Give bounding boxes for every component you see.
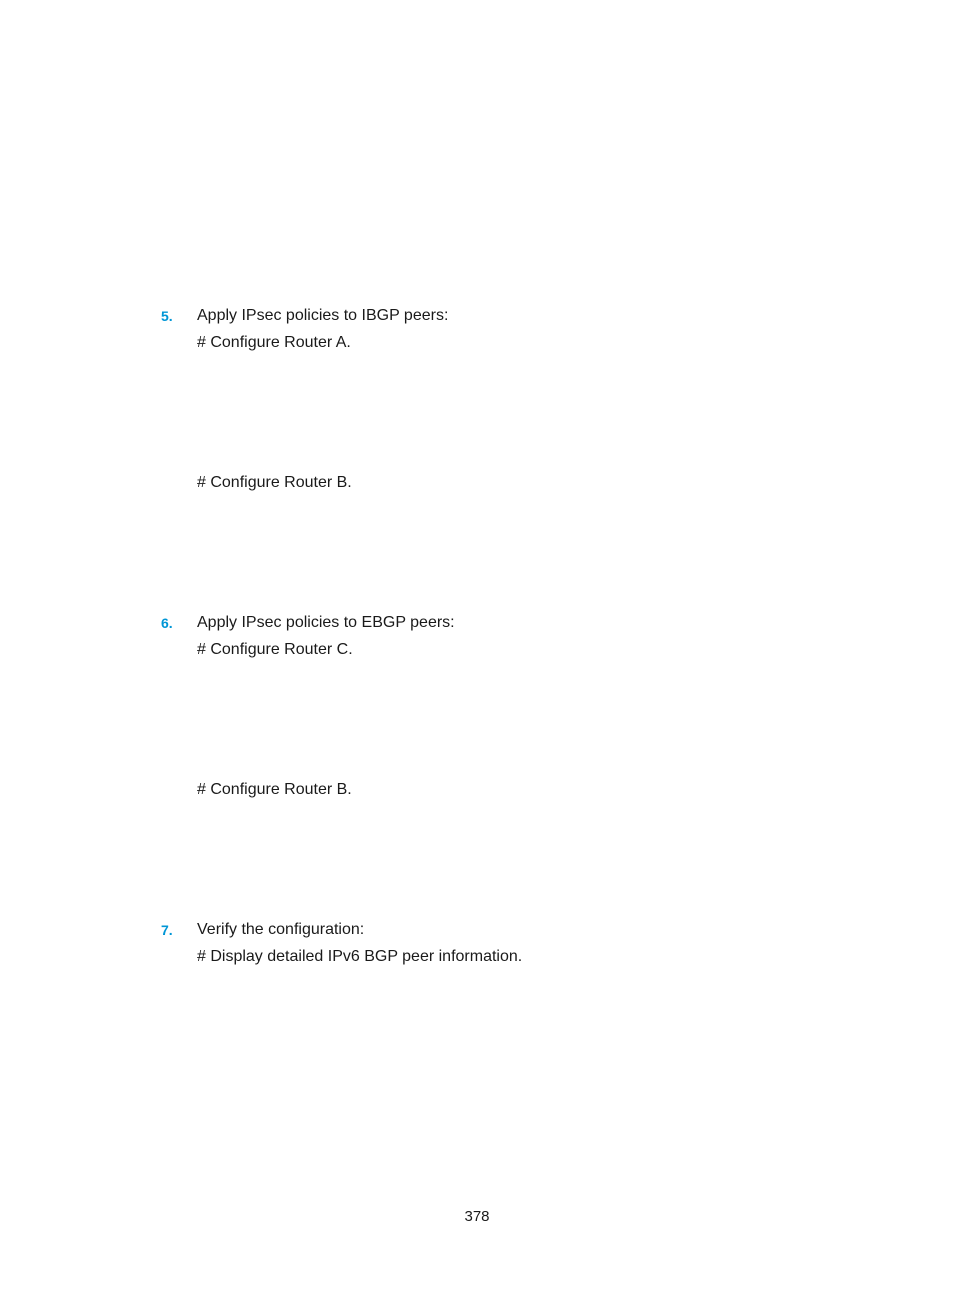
step-subtext: # Configure Router C. [197, 641, 353, 658]
page-number: 378 [464, 1208, 490, 1225]
step-number: 5. [161, 308, 173, 324]
step-text: Apply IPsec policies to EBGP peers: [197, 614, 455, 631]
step-subtext: # Display detailed IPv6 BGP peer information. [197, 948, 523, 965]
step-subtext: # Configure Router A. [197, 334, 351, 351]
step-number: 6. [161, 615, 173, 631]
step-text: Verify the configuration: [197, 921, 365, 938]
step-subtext: # Configure Router B. [197, 781, 352, 798]
step-number: 7. [161, 922, 173, 938]
step-subtext: # Configure Router B. [197, 474, 352, 491]
step-text: Apply IPsec policies to IBGP peers: [197, 307, 449, 324]
